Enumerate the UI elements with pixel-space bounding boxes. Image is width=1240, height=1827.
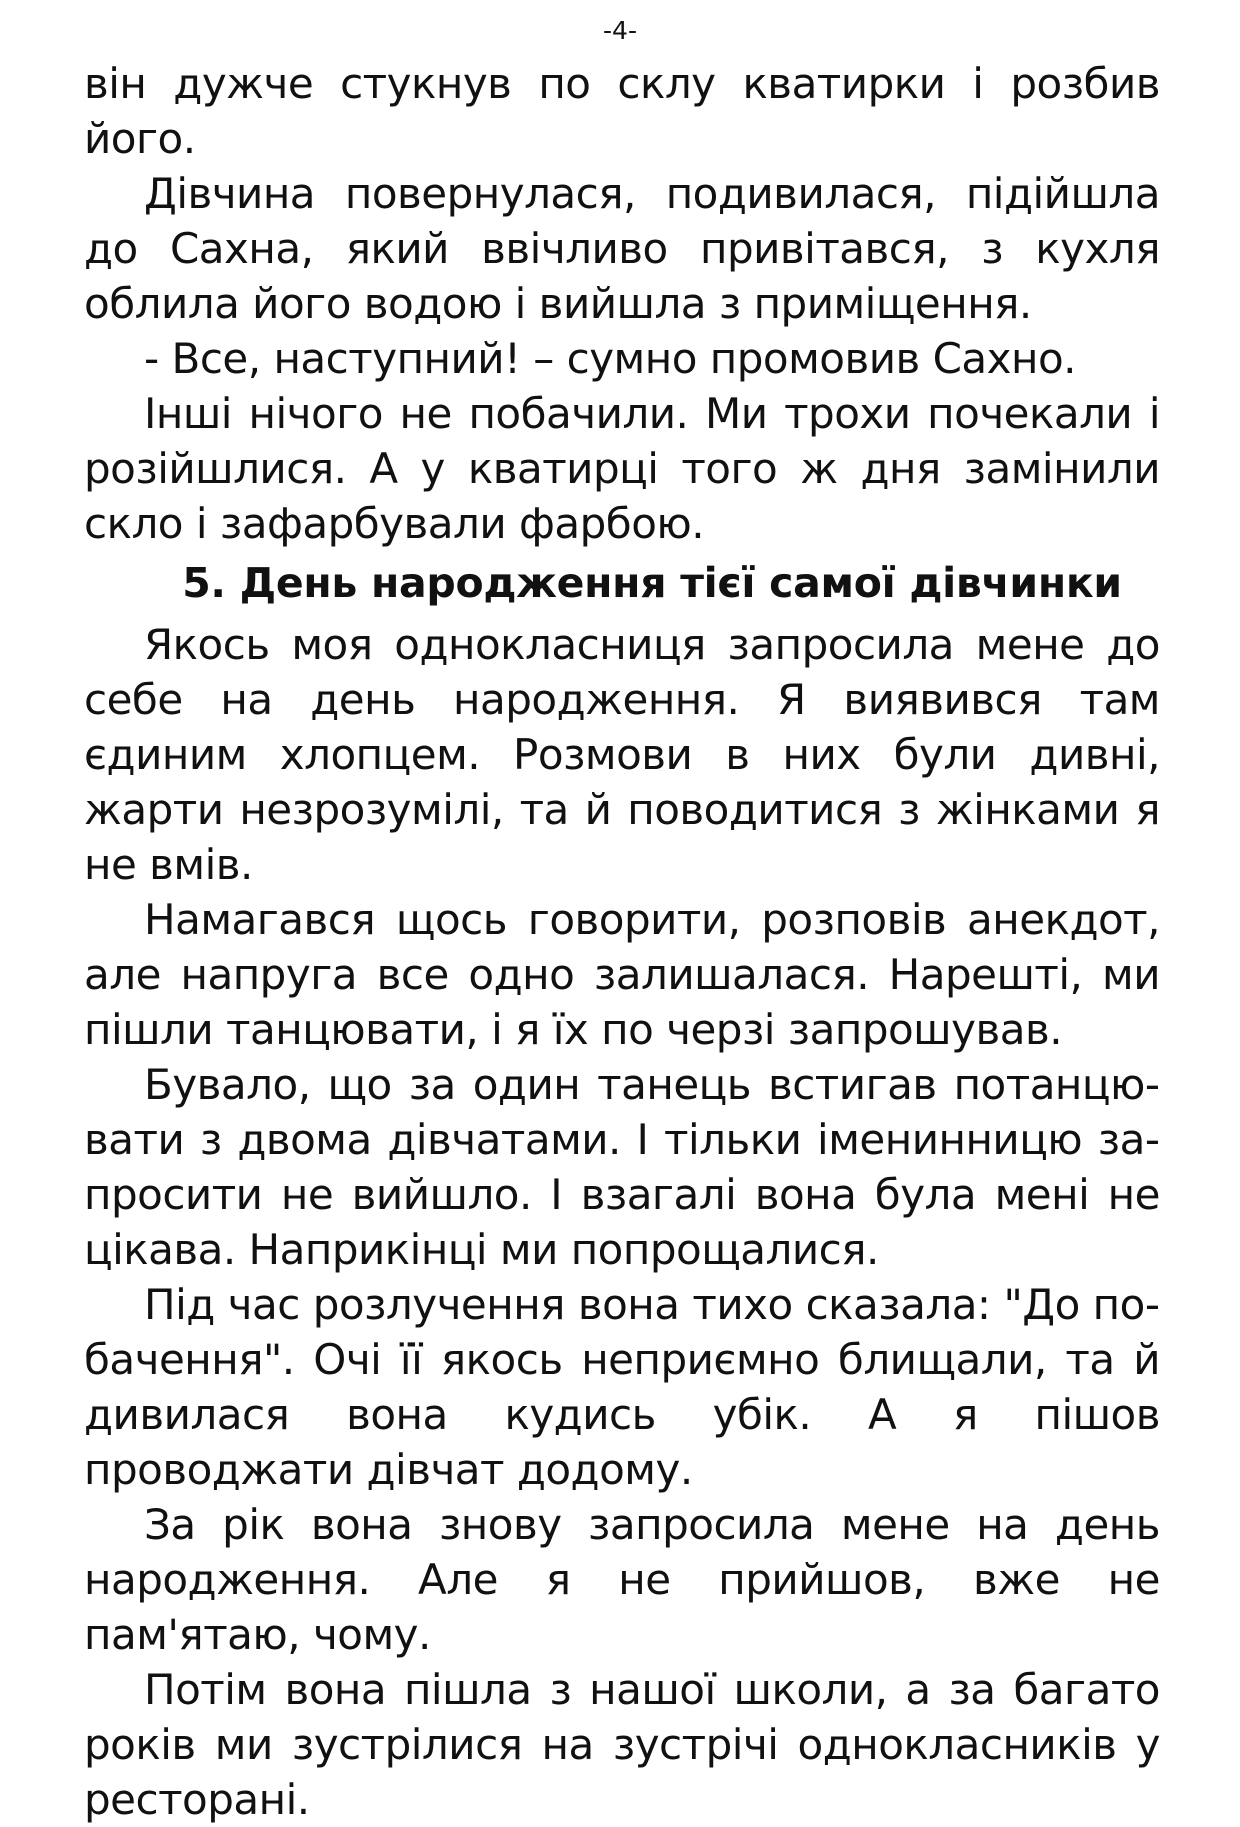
paragraph: Дівчина повернулася, подивилася, підійшла до Сахна, який ввічливо привітався, з кухля облила його водою і вийшла з приміщення. (84, 169, 1160, 328)
paragraph: За рік вона знову запросила мене на день народження. Але я не прийшов, вже не пам'ятаю, чому. (84, 1500, 1160, 1659)
paragraph: Бувало, що за один танець встигав потанцювати з двома дівчатами. І тільки іменинницю запросити не вийшло. І взагалі вона була мені не цікава. Наприкінці ми попрощалися. (84, 1060, 1160, 1274)
page-number: -4- (603, 16, 637, 45)
paragraph: - Все, наступний! – сумно промовив Сахно. (144, 334, 1077, 383)
paragraph: Якось моя однокласниця запросила мене до себе на день народження. Я виявився там єдиним хлопцем. Розмови в них були дивні, жарти незрозумілі, та й поводитися з жінками я не вмів. (84, 620, 1160, 889)
paragraph: Під час розлучення вона тихо сказала: "До побачення". Очі її якось неприємно блищали, та й дивилася вона кудись убік. А я пішов проводжати дівчат додому. (84, 1280, 1160, 1494)
paragraph: Намагався щось говорити, розповів анекдот, але напруга все одно залишалася. Нарешті, ми пішли танцювати, і я їх по черзі запрошував. (84, 895, 1160, 1054)
section-heading: 5. День народження тієї самої дівчинки (182, 559, 1122, 607)
paragraph: Інші нічого не побачили. Ми трохи почекали і розійшлися. А у кватирці того ж дня замінили скло і зафарбували фарбою. (84, 389, 1160, 548)
paragraph: Потім вона пішла з нашої школи, а за багато років ми зустрілися на зустрічі однокласників у ресторані. (84, 1665, 1160, 1824)
paragraph: він дужче стукнув по склу кватирки і розбив його. (84, 59, 1160, 163)
page-content (84, 56, 1160, 1827)
